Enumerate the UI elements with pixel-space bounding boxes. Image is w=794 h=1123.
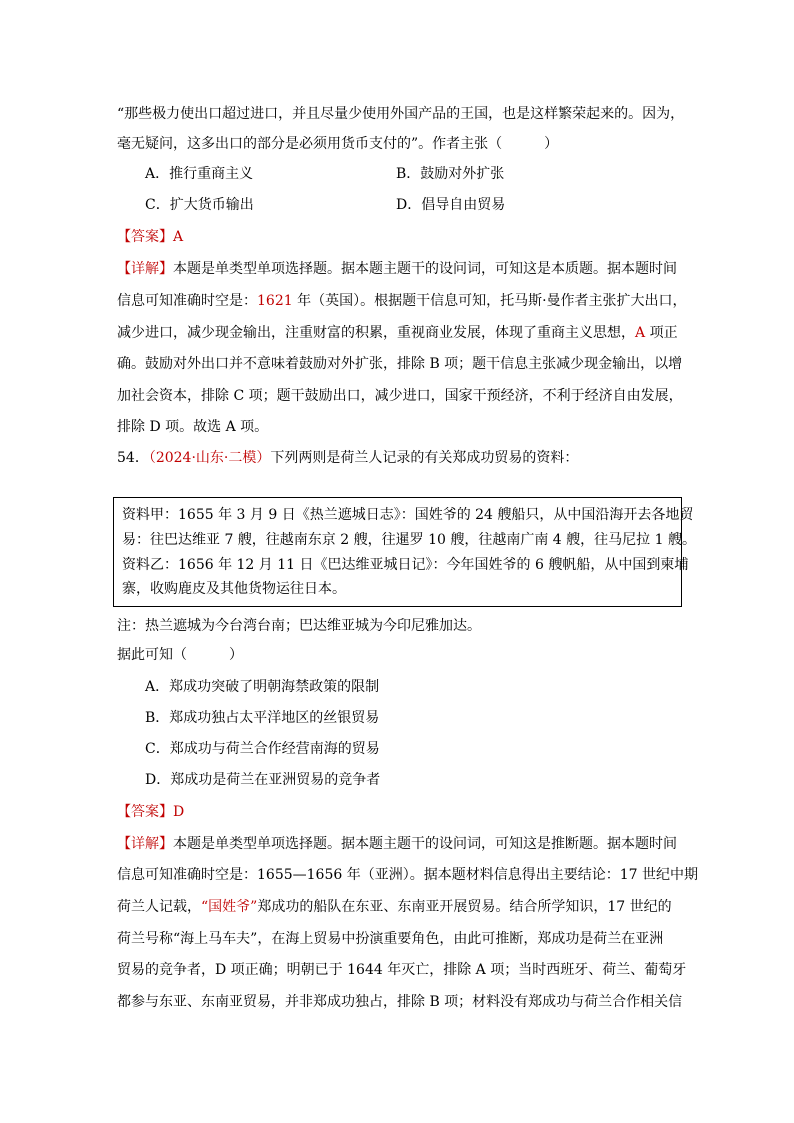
q54-option-a: A．郑成功突破了明朝海禁政策的限制 — [145, 679, 380, 695]
q54-source: （2024·山东·二模） — [148, 450, 271, 466]
detail-text: 本题是单类型单项选择题。据本题主题干的设问词，可知这是推断题。据本题时间 — [173, 836, 677, 852]
q53-option-b: B．鼓励对外扩张 — [396, 166, 505, 182]
detail-text: 项正 — [645, 325, 678, 341]
q53-detail-line-5: 加社会资本，排除 C 项；题干鼓励出口，减少进口，国家干预经济，不利于经济自由发展， — [117, 388, 683, 404]
q53-detail-line-1 — [117, 259, 677, 279]
detail-text: 信息可知准确时空是： — [117, 293, 257, 309]
material-line-4: 寨，收购鹿皮及其他货物运往日本。 — [122, 581, 346, 597]
q54-number: 54． — [117, 450, 149, 466]
q54-detail-line-3 — [117, 897, 672, 917]
detail-text: 郑成功的船队在东亚、东南亚开展贸易。结合所学知识，17 世纪的 — [257, 899, 672, 915]
q53-detail-line-2 — [117, 291, 687, 311]
detail-text: 减少进口，减少现金输出，注重财富的积累，重视商业发展，体现了重商主义思想， — [117, 325, 635, 341]
q53-option-c: C．扩大货币输出 — [145, 197, 254, 213]
q54-detail-line-4: 荷兰号称“海上马车夫”，在海上贸易中扮演重要角色，由此可推断，郑成功是荷兰在亚洲 — [117, 931, 664, 947]
material-line-2: 易：往巴达维亚 7 艘，往越南东京 2 艘，往暹罗 10 艘，往越南广南 4 艘，往马尼拉 1 艘。 — [122, 532, 696, 548]
q53-detail-line-4: 确。鼓励对外出口并不意味着鼓励对外扩张，排除 B 项；题干信息主张减少现金输出，以增 — [117, 356, 683, 372]
answer-value: A — [173, 229, 184, 245]
q54-answer — [117, 802, 184, 822]
detail-highlight: “国姓爷” — [201, 899, 258, 915]
q54-detail-line-6: 都参与东亚、东南亚贸易，并非郑成功独占，排除 B 项；材料没有郑成功与荷兰合作相关信 — [117, 994, 683, 1010]
q53-option-d: D．倡导自由贸易 — [396, 197, 506, 213]
q54-stem — [117, 448, 578, 468]
answer-value: D — [173, 804, 185, 820]
material-line-1: 资料甲：1655 年 3 月 9 日《热兰遮城日志》：国姓爷的 24 艘船只，从中国沿海开去各地贸 — [122, 507, 694, 523]
detail-tag: 【详解】 — [117, 261, 173, 277]
q53-stem-line-2: 毫无疑问，这多出口的部分是必须用货币支付的”。作者主张（ ） — [117, 136, 559, 152]
answer-tag: 【答案】 — [117, 229, 173, 245]
detail-tag: 【详解】 — [117, 836, 173, 852]
detail-highlight: 1621 — [257, 293, 293, 309]
detail-text: 年（英国）。根据题干信息可知，托马斯·曼作者主张扩大出口， — [292, 293, 687, 309]
q54-stem-text: 下列两则是荷兰人记录的有关郑成功贸易的资料： — [270, 450, 579, 466]
detail-text: 荷兰人记载， — [117, 899, 201, 915]
detail-highlight: A — [635, 325, 646, 341]
q54-ask: 据此可知（ ） — [117, 647, 243, 663]
q53-stem-line-1: “那些极力使出口超过进口，并且尽量少使用外国产品的王国，也是这样繁荣起来的。因为， — [117, 106, 685, 122]
q54-detail-line-2: 信息可知准确时空是：1655—1656 年（亚洲）。据本题材料信息得出主要结论：17 世纪中期 — [117, 867, 698, 883]
material-line-3: 资料乙：1656 年 12 月 11 日《巴达维亚城日记》：今年国姓爷的 6 艘帆船，从中国到柬埔 — [122, 557, 689, 573]
q54-detail-line-1 — [117, 834, 677, 854]
q53-detail-line-6: 排除 D 项。故选 A 项。 — [117, 419, 269, 435]
q54-option-c: C．郑成功与荷兰合作经营南海的贸易 — [145, 741, 380, 757]
q53-detail-line-3 — [117, 323, 678, 343]
detail-text: 本题是单类型单项选择题。据本题主题干的设问词，可知这是本质题。据本题时间 — [173, 261, 677, 277]
answer-tag: 【答案】 — [117, 804, 173, 820]
q54-option-b: B．郑成功独占太平洋地区的丝银贸易 — [145, 710, 380, 726]
q53-answer — [117, 227, 183, 247]
q54-note: 注：热兰遮城为今台湾台南；巴达维亚城为今印尼雅加达。 — [117, 618, 481, 634]
q54-material-box — [113, 497, 696, 607]
q54-option-d: D．郑成功是荷兰在亚洲贸易的竞争者 — [145, 772, 381, 788]
q54-detail-line-5: 贸易的竞争者，D 项正确；明朝已于 1644 年灭亡，排除 A 项；当时西班牙、荷兰、葡萄牙 — [117, 962, 687, 978]
q53-option-a: A．推行重商主义 — [145, 166, 254, 182]
